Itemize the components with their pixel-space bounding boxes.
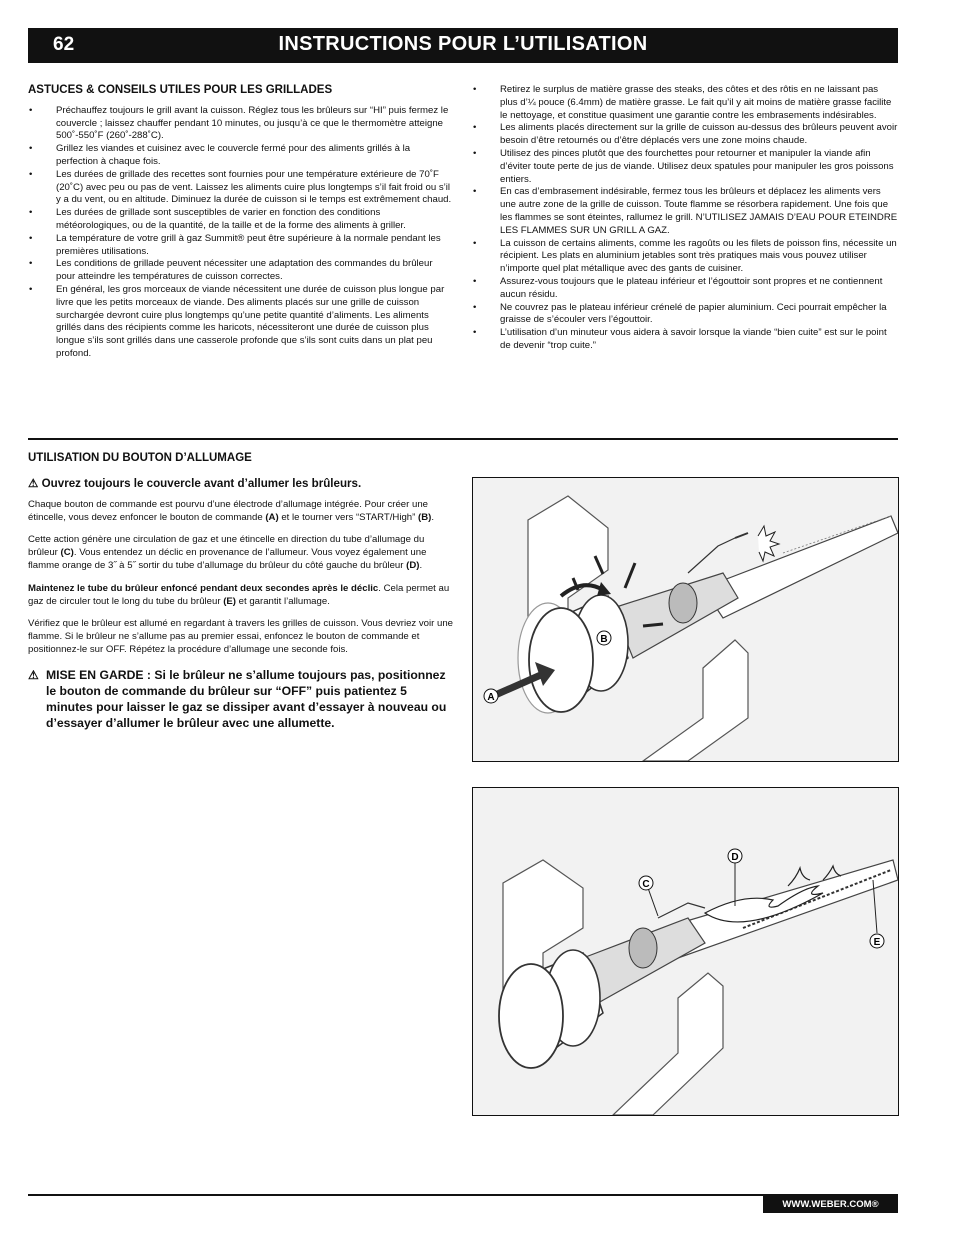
footer-url: WWW.WEBER.COM® xyxy=(763,1196,898,1213)
list-item: • Les aliments placés directement sur la grille de cuisson au-dessus des brûleurs peuvent avoir besoin d’être retournés ou d’être déplacés vers une zone moins chaude. xyxy=(472,122,898,148)
label-e: E xyxy=(873,937,881,948)
tips-right-column xyxy=(472,84,898,353)
list-item: • Les conditions de grillade peuvent nécessiter une adaptation des commandes du brûleur pour atteindre les températures de cuisson correctes. xyxy=(28,258,452,284)
list-item: • La température de votre grill à gaz Summit® peut être supérieure à la normale pendant les premières utilisations. xyxy=(28,233,452,259)
figure-ignition-knob-drawing xyxy=(473,478,898,761)
caution-warning-text: MISE EN GARDE : Si le brûleur ne s’allume toujours pas, positionnez le bouton de commande du brûleur sur “OFF” puis patientez 5 minutes pour laisser le gaz se dissiper avant d’essayer à nouveau ou d’essayer d’allumer le brûleur avec une allumette. xyxy=(46,667,447,730)
list-item: • L’utilisation d’un minuteur vous aidera à savoir lorsque la viande “bien cuite” est sur le point de devenir “trop cuite.” xyxy=(472,327,898,353)
label-b: B xyxy=(600,634,608,645)
list-item: • Retirez le surplus de matière grasse des steaks, des côtes et des rôtis en ne laissant pas plus d’¼ pouce (6.4mm) de matière grasse. Le fait qu’il y ait moins de matière grasse facilite le nettoyage, et constitue quasiment une garantie contre les embrasements indésirables. xyxy=(472,84,898,122)
ignition-paragraph-1: Chaque bouton de commande est pourvu d’une électrode d’allumage intégrée. Pour créer une étincelle, vous devez enfoncer le bouton de commande (A) et le tourner vers “START/High” (B). xyxy=(28,498,435,523)
warning-icon: ⚠ xyxy=(28,667,39,682)
list-item: • Assurez-vous toujours que le plateau inférieur et l’égouttoir sont propres et ne contiennent aucun résidu. xyxy=(472,276,898,302)
list-item: • Préchauffez toujours le grill avant la cuisson. Réglez tous les brûleurs sur “HI” puis fermez le couvercle ; laissez chauffer pendant 10 minutes, ou jusqu’à ce que le thermomètre atteigne 500˚-550˚F (260˚-288˚C). xyxy=(28,105,452,143)
page-header xyxy=(28,28,898,63)
label-a: A xyxy=(487,692,495,703)
label-c: C xyxy=(642,879,650,890)
list-item: • Les durées de grillade des recettes sont fournies pour une température extérieure de 70˚F (20˚C) avec peu ou pas de vent. Laissez les aliments cuire plus longtemps s’il fait froid ou s’il y a du vent, ou en altitude. Diminuez la durée de cuisson si le temps est extrêmement chaud. xyxy=(28,169,452,207)
ignition-paragraph-4: Vérifiez que le brûleur est allumé en regardant à travers les grilles de cuisson. Vous devriez voir une flamme. Si le brûleur ne s’allume pas au premier essai, enfoncez le bouton de commande et positionnez-le sur OFF. Répétez la procédure d’allumage une seconde fois. xyxy=(28,618,454,655)
page-title: INSTRUCTIONS POUR L’UTILISATION xyxy=(278,33,648,55)
list-item: • Les durées de grillade sont susceptibles de varier en fonction des conditions météorologiques, ou de la quantité, de la taille et de la forme des aliments à griller. xyxy=(28,207,452,233)
section-divider xyxy=(28,438,898,440)
list-item: • En général, les gros morceaux de viande nécessitent une durée de cuisson plus longue par livre que les petits morceaux de viande. Des aliments placés sur une grille de cuisson surchargée devront cuire plus longtemps qu’une petite quantité d’aliments. Les aliments grillés dans des récipients comme les haricots, nécessiteront une durée de cuisson plus longue s’ils sont grillés dans une casserole profonde que s’ils sont cuits dans un plat peu profond. xyxy=(28,284,452,361)
warning-open-lid-text: Ouvrez toujours le couvercle avant d’allumer les brûleurs. xyxy=(41,476,362,490)
warning-icon: ⚠ xyxy=(28,476,39,490)
ignition-paragraph-2: Cette action génère une circulation de gaz et une étincelle en direction du tube d’allumage du brûleur (C). Vous entendez un déclic en provenance de l’allumeur. Vous voyez également une flamme orange de 3˝ à 5˝ sortir du tube d’allumage du brûleur du côté gauche du brûleur (D). xyxy=(28,534,427,571)
list-item: • En cas d’embrasement indésirable, fermez tous les brûleurs et déplacez les aliments vers une autre zone de la grille de cuisson. Toute flamme se résorbera rapidement. Une fois que les flammes se sont éteintes, rallumez le grill. N’UTILISEZ JAMAIS D’EAU POUR ETEINDRE LES FLAMMES SUR UN GRILL A GAZ. xyxy=(472,186,898,237)
list-item: • Ne couvrez pas le plateau inférieur crénelé de papier aluminium. Ceci pourrait empêcher la graisse de s’écouler vers l’égouttoir. xyxy=(472,302,898,328)
caution-warning xyxy=(28,667,456,731)
figure-ignition-knob xyxy=(472,477,899,762)
page-number: 62 xyxy=(53,34,75,55)
label-d: D xyxy=(731,852,739,863)
list-item: • Utilisez des pinces plutôt que des fourchettes pour retourner et manipuler la viande afin d’éviter toute perte de jus de viande. Utilisez deux spatules pour manipuler les gros poissons entiers. xyxy=(472,148,898,186)
figure-burner-flame-drawing xyxy=(473,788,898,1115)
figure-burner-flame xyxy=(472,787,899,1116)
tips-heading: ASTUCES & CONSEILS UTILES POUR LES GRILLADES xyxy=(28,84,333,96)
tips-right-list xyxy=(472,84,898,353)
tips-left-column xyxy=(28,84,452,361)
ignition-paragraph-3: Maintenez le tube du brûleur enfoncé pendant deux secondes après le déclic. Cela permet au gaz de circuler tout le long du tube du brûleur (E) et garantit l’allumage. xyxy=(28,582,450,607)
list-item: • La cuisson de certains aliments, comme les ragoûts ou les filets de poisson fins, nécessite un récipient. Les plats en aluminium jetables sont très pratiques mais vous pouvez utiliser n’importe quel plat métallique avec des gants de cuisiner. xyxy=(472,238,898,276)
list-item: • Grillez les viandes et cuisinez avec le couvercle fermé pour des aliments grillés à la perfection à chaque fois. xyxy=(28,143,452,169)
ignition-heading: UTILISATION DU BOUTON D’ALLUMAGE xyxy=(28,452,252,464)
warning-open-lid xyxy=(28,477,456,491)
tips-left-list xyxy=(28,105,452,361)
ignition-section xyxy=(28,452,456,731)
